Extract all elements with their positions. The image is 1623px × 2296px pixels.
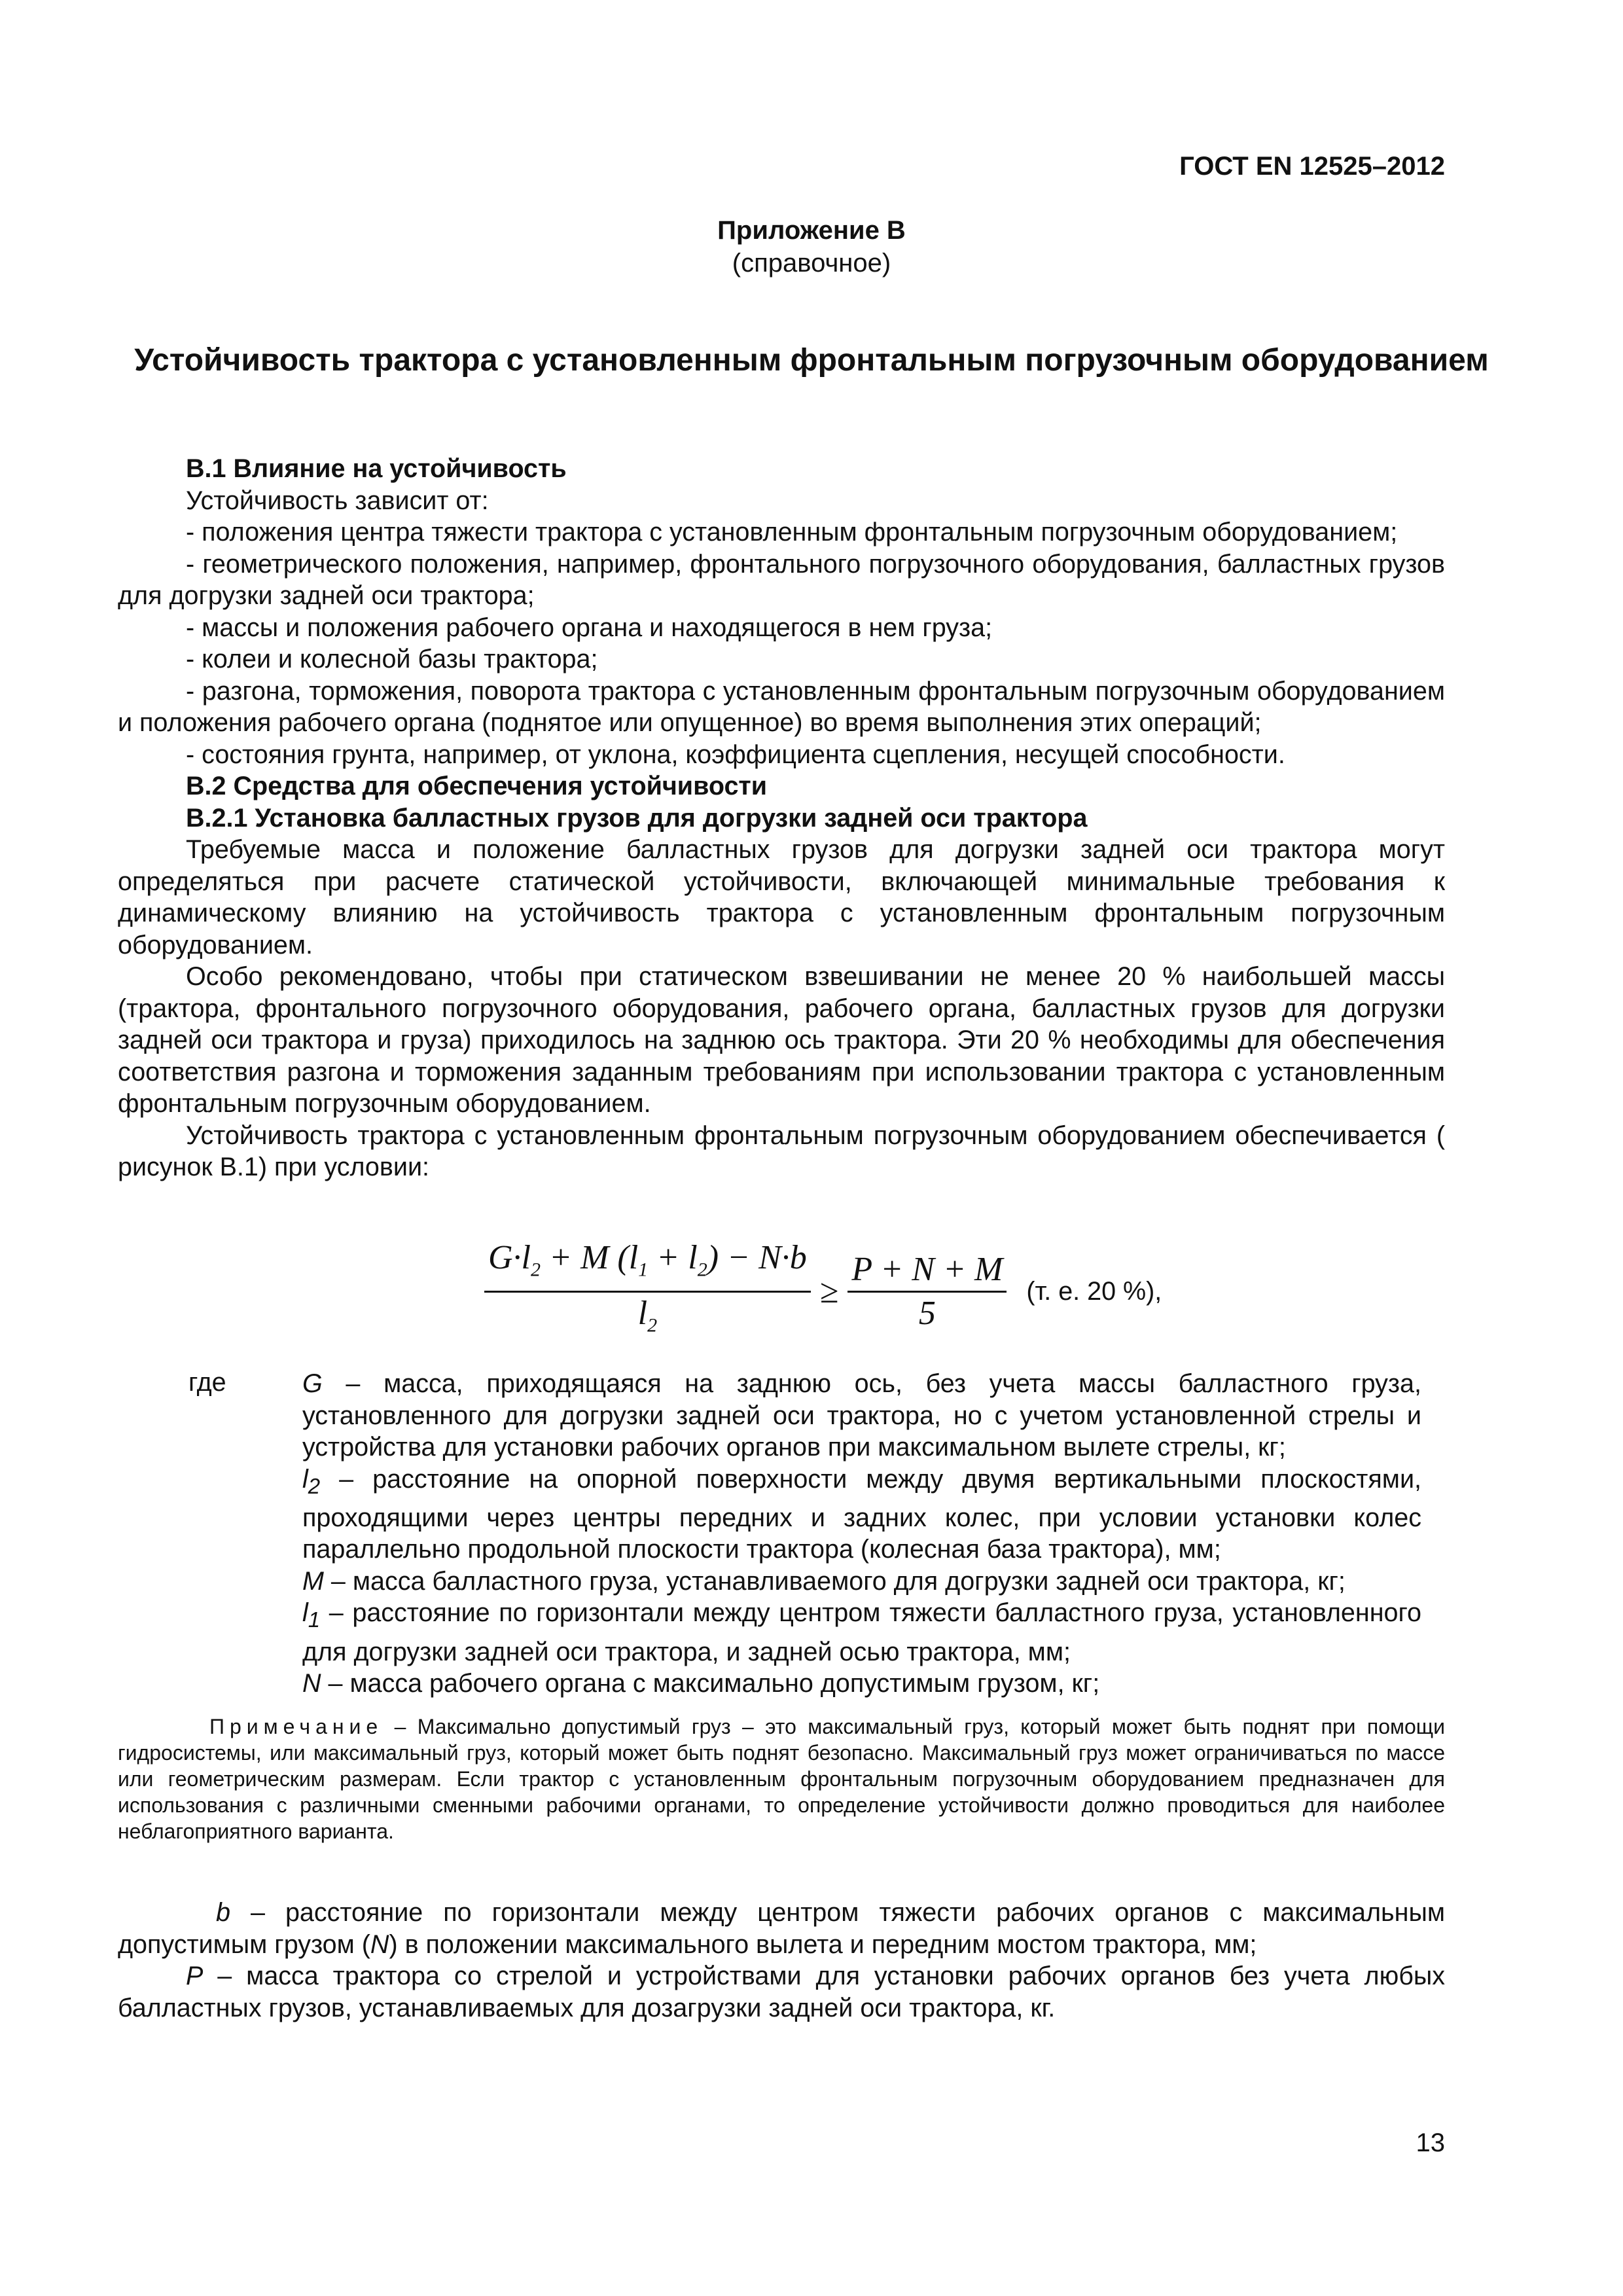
paragraph: Устойчивость зависит от: bbox=[186, 486, 489, 515]
definition-symbol: N bbox=[302, 1669, 321, 1698]
formula-lhs-fraction bbox=[484, 1237, 811, 1347]
formula-lhs-numerator: $G\cdot l_2 + M$ $(l_1 + l_2) - N\cdot b$ bbox=[488, 1239, 807, 1281]
definition-text: – масса, приходящаяся на заднюю ось, без учета массы балластного груза, установленного для догрузки задней оси трактора, но с учетом установленной стрелы и устройства для установки рабочих органов при максимальном вылете стрелы, кг; bbox=[302, 1369, 1421, 1462]
definition-symbol: N bbox=[370, 1929, 389, 1959]
definition-text: ) в положении максимального вылета и передним мостом трактора, мм; bbox=[389, 1929, 1257, 1959]
list-item: - разгона, торможения, поворота трактора с установленным фронтальным погрузочным оборудованием и положения рабочего органа (поднятое или опущенное) во время выполнения этих операций; bbox=[118, 676, 1445, 737]
definition-symbol: b bbox=[216, 1898, 230, 1927]
section-heading-b21: В.2.1 Установка балластных грузов для догрузки задней оси трактора bbox=[186, 803, 1088, 833]
formula-rhs-numerator: P + N + M bbox=[851, 1251, 1003, 1289]
definition-item bbox=[302, 1668, 1421, 1700]
formula-rhs-fraction bbox=[847, 1249, 1007, 1335]
note-paragraph bbox=[118, 1713, 1445, 1844]
definition-text: – расстояние по горизонтали между центром тяжести рабочих органов с максимальным допустимым грузом ( bbox=[118, 1898, 1445, 1959]
formula-lhs-denominator: $l_2$ bbox=[484, 1291, 811, 1346]
list-item: - колеи и колесной базы трактора; bbox=[186, 645, 598, 673]
tail-definitions bbox=[118, 1897, 1445, 2024]
definition-symbol: $l_2$ bbox=[302, 1464, 321, 1498]
definitions-list bbox=[302, 1368, 1421, 1700]
formula-rhs-denominator: 5 bbox=[847, 1291, 1007, 1335]
definition-text: – расстояние на опорной поверхности между двумя вертикальными плоскостями, проходящими через центры передних и задних колес, при условии установки колес параллельно продольной плоскости трактора (колесная база трактора), мм; bbox=[302, 1464, 1421, 1564]
document-title bbox=[118, 340, 1505, 381]
note-label: Примечание bbox=[209, 1715, 383, 1738]
title-text: Устойчивость трактора с установленным фронтальным погрузочным оборудованием bbox=[134, 343, 1489, 378]
paragraph: Требуемые масса и положение балластных грузов для догрузки задней оси трактора могут определяться при расчете статической устойчивости, включающей минимальные требования к динамическому влиянию на устойчивость трактора с установленным фронтальным погрузочным оборудованием. bbox=[118, 835, 1445, 960]
body-text bbox=[118, 453, 1445, 1183]
stability-formula bbox=[484, 1237, 1162, 1347]
definition-text: – масса балластного груза, устанавливаемого для догрузки задней оси трактора, кг; bbox=[323, 1566, 1346, 1596]
definition-item bbox=[302, 1597, 1421, 1668]
definition-item bbox=[302, 1566, 1421, 1598]
definition-text: – масса трактора со стрелой и устройствами для установки рабочих органов без учета любых балластных грузов, устанавливаемых для дозагрузки задней оси трактора, кг. bbox=[118, 1962, 1445, 2022]
paragraph: Особо рекомендовано, чтобы при статическом взвешивании не менее 20 % наибольшей массы (трактора, фронтального погрузочного оборудования, рабочего органа, балластных грузов для догрузки задней оси трактора и груза) приходилось на заднюю ось трактора. Эти 20 % необходимы для обеспечения соответствия разгона и торможения заданным требованиям при использовании трактора с установленным фронтальным погрузочным оборудованием. bbox=[118, 962, 1445, 1118]
formula-aside: (т. е. 20 %), bbox=[1026, 1277, 1162, 1306]
definition-item bbox=[302, 1463, 1421, 1566]
formula-relation: ≥ bbox=[819, 1273, 839, 1311]
definition-text: – расстояние по горизонтали между центром тяжести балластного груза, установленного для догрузки задней оси трактора, и задней осью трактора, мм; bbox=[302, 1598, 1421, 1666]
definition-item bbox=[118, 1960, 1445, 2024]
definition-symbol: P bbox=[186, 1962, 204, 1990]
paragraph: Устойчивость трактора с установленным фронтальным погрузочным оборудованием обеспечивается ( рисунок В.1) при условии: bbox=[118, 1121, 1445, 1181]
list-item: - состояния грунта, например, от уклона, коэффициента сцепления, несущей способности. bbox=[186, 740, 1285, 769]
section-heading-b1: В.1 Влияние на устойчивость bbox=[186, 454, 567, 483]
annex-title: Приложение В bbox=[717, 216, 906, 245]
definition-symbol: M bbox=[302, 1566, 324, 1596]
where-label: где bbox=[188, 1368, 226, 1397]
page-number: 13 bbox=[1416, 2128, 1445, 2157]
definition-item bbox=[302, 1368, 1421, 1463]
section-heading-b2: В.2 Средства для обеспечения устойчивости bbox=[186, 772, 768, 800]
note-block bbox=[118, 1713, 1445, 1844]
list-item: - геометрического положения, например, фронтального погрузочного оборудования, балластных грузов для догрузки задней оси трактора; bbox=[118, 549, 1445, 610]
list-item: - массы и положения рабочего органа и находящегося в нем груза; bbox=[186, 613, 993, 642]
list-item: - положения центра тяжести трактора с установленным фронтальным погрузочным оборудованием; bbox=[186, 518, 1398, 547]
definition-text: – масса рабочего органа с максимально допустимым грузом, кг; bbox=[321, 1669, 1100, 1698]
definition-symbol: G bbox=[302, 1369, 323, 1398]
definition-item bbox=[118, 1897, 1445, 1960]
standard-code: ГОСТ EN 12525–2012 bbox=[1179, 152, 1445, 181]
definition-symbol: $l_1$ bbox=[302, 1598, 321, 1632]
annex-subtitle: (справочное) bbox=[732, 249, 891, 278]
note-text: – Максимально допустимый груз – это максимальный груз, который может быть поднят при помощи гидросистемы, или максимальный груз, который может быть поднят безопасно. Максимальный груз может ограничиваться по массе или геометрическим размерам. Если трактор с установленным фронтальным погрузочным оборудованием предназначен для использования с различными сменными рабочими органами, то определение устойчивости должно проводиться для наиболее неблагоприятного варианта. bbox=[118, 1715, 1445, 1843]
